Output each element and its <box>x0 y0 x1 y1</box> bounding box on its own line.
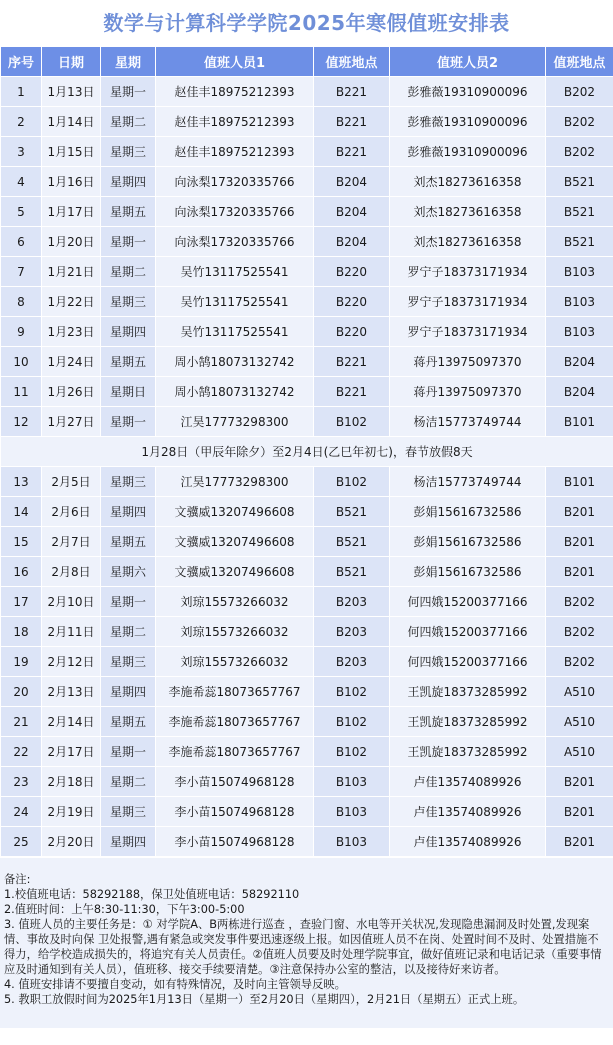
row-date: 2月19日 <box>42 797 101 827</box>
row-staff-2: 王凯旋18373285992 <box>390 677 546 707</box>
row-location-2: B204 <box>546 347 613 377</box>
table-row <box>1 767 613 797</box>
row-location-1: B102 <box>314 707 390 737</box>
row-staff-1: 周小鹄18073132742 <box>156 377 314 407</box>
table-row <box>1 647 613 677</box>
row-staff-1: 刘琼15573266032 <box>156 647 314 677</box>
header-index: 序号 <box>1 47 42 77</box>
row-location-1: B221 <box>314 137 390 167</box>
row-location-1: B221 <box>314 107 390 137</box>
row-index: 18 <box>1 617 42 647</box>
table-row <box>1 707 613 737</box>
table-row <box>1 557 613 587</box>
table-row <box>1 317 613 347</box>
row-location-2: B101 <box>546 467 613 497</box>
row-date: 2月8日 <box>42 557 101 587</box>
row-location-1: B102 <box>314 467 390 497</box>
row-index: 20 <box>1 677 42 707</box>
row-weekday: 星期日 <box>101 377 156 407</box>
row-staff-1: 文骥威13207496608 <box>156 497 314 527</box>
row-staff-1: 李施希蕊18073657767 <box>156 677 314 707</box>
row-location-1: B221 <box>314 347 390 377</box>
row-location-2: B201 <box>546 557 613 587</box>
row-staff-2: 刘杰18273616358 <box>390 227 546 257</box>
row-staff-1: 吴竹13117525541 <box>156 317 314 347</box>
table-body <box>1 77 613 857</box>
table-row <box>1 167 613 197</box>
row-staff-1: 李施希蕊18073657767 <box>156 737 314 767</box>
row-index: 5 <box>1 197 42 227</box>
row-location-2: B201 <box>546 497 613 527</box>
row-staff-1: 李小苗15074968128 <box>156 827 314 857</box>
row-date: 2月11日 <box>42 617 101 647</box>
row-staff-2: 卢佳13574089926 <box>390 827 546 857</box>
holiday-note: 1月28日（甲辰年除夕）至2月4日(乙巳年初七)，春节放假8天 <box>1 437 613 467</box>
table-row <box>1 527 613 557</box>
holiday-note-row <box>1 437 613 467</box>
row-location-2: B103 <box>546 287 613 317</box>
row-staff-2: 罗宁子18373171934 <box>390 317 546 347</box>
row-index: 16 <box>1 557 42 587</box>
row-index: 23 <box>1 767 42 797</box>
row-location-1: B220 <box>314 287 390 317</box>
row-staff-1: 向泳梨17320335766 <box>156 197 314 227</box>
row-location-2: B204 <box>546 377 613 407</box>
note-item: 4. 值班安排请不要擅自变动，如有特殊情况，及时向主管领导反映。 <box>4 978 346 991</box>
row-weekday: 星期二 <box>101 617 156 647</box>
note-item: 2.值班时间：上午8:30-11:30，下午3:00-5:00 <box>4 903 245 916</box>
table-row <box>1 407 613 437</box>
row-weekday: 星期三 <box>101 467 156 497</box>
duty-schedule-table <box>0 46 613 857</box>
row-weekday: 星期三 <box>101 647 156 677</box>
row-location-2: B202 <box>546 647 613 677</box>
row-location-2: B202 <box>546 617 613 647</box>
row-date: 2月14日 <box>42 707 101 737</box>
row-staff-1: 赵佳丰18975212393 <box>156 137 314 167</box>
row-location-1: B103 <box>314 827 390 857</box>
row-weekday: 星期四 <box>101 677 156 707</box>
header-location-2: 值班地点 <box>546 47 613 77</box>
row-staff-2: 蒋丹13975097370 <box>390 347 546 377</box>
row-index: 8 <box>1 287 42 317</box>
header-staff-2: 值班人员2 <box>390 47 546 77</box>
row-index: 7 <box>1 257 42 287</box>
row-date: 2月7日 <box>42 527 101 557</box>
table-row <box>1 257 613 287</box>
row-date: 2月20日 <box>42 827 101 857</box>
row-weekday: 星期三 <box>101 287 156 317</box>
note-item: 5. 教职工放假时间为2025年1月13日（星期一）至2月20日（星期四），2月21日（星期五）正式上班。 <box>4 993 525 1006</box>
row-weekday: 星期二 <box>101 257 156 287</box>
row-date: 1月14日 <box>42 107 101 137</box>
row-location-1: B521 <box>314 497 390 527</box>
row-staff-2: 彭雅薇19310900096 <box>390 107 546 137</box>
row-location-2: B202 <box>546 137 613 167</box>
row-staff-1: 刘琼15573266032 <box>156 587 314 617</box>
row-weekday: 星期五 <box>101 197 156 227</box>
row-location-1: B204 <box>314 167 390 197</box>
row-weekday: 星期一 <box>101 587 156 617</box>
page-title: 数学与计算科学学院2025年寒假值班安排表 <box>103 11 510 35</box>
row-location-1: B521 <box>314 527 390 557</box>
table-row <box>1 227 613 257</box>
row-staff-2: 彭娟15616732586 <box>390 557 546 587</box>
row-staff-2: 罗宁子18373171934 <box>390 257 546 287</box>
row-staff-2: 蒋丹13975097370 <box>390 377 546 407</box>
row-location-1: B103 <box>314 767 390 797</box>
row-staff-1: 向泳梨17320335766 <box>156 167 314 197</box>
row-weekday: 星期三 <box>101 137 156 167</box>
row-date: 2月12日 <box>42 647 101 677</box>
row-date: 1月15日 <box>42 137 101 167</box>
row-weekday: 星期三 <box>101 797 156 827</box>
row-location-2: B202 <box>546 107 613 137</box>
row-location-1: B102 <box>314 677 390 707</box>
row-index: 21 <box>1 707 42 737</box>
row-date: 2月6日 <box>42 497 101 527</box>
row-location-1: B102 <box>314 737 390 767</box>
row-staff-2: 彭娟15616732586 <box>390 527 546 557</box>
row-location-2: B202 <box>546 77 613 107</box>
row-location-2: B103 <box>546 317 613 347</box>
row-staff-2: 彭雅薇19310900096 <box>390 137 546 167</box>
table-row <box>1 617 613 647</box>
row-index: 10 <box>1 347 42 377</box>
row-staff-2: 杨洁15773749744 <box>390 407 546 437</box>
row-location-1: B203 <box>314 617 390 647</box>
row-location-2: B201 <box>546 527 613 557</box>
table-row <box>1 677 613 707</box>
row-staff-2: 卢佳13574089926 <box>390 797 546 827</box>
row-location-1: B204 <box>314 197 390 227</box>
row-index: 9 <box>1 317 42 347</box>
row-location-2: B201 <box>546 767 613 797</box>
table-row <box>1 347 613 377</box>
row-location-2: A510 <box>546 737 613 767</box>
row-staff-1: 李施希蕊18073657767 <box>156 707 314 737</box>
row-location-1: B103 <box>314 797 390 827</box>
row-index: 6 <box>1 227 42 257</box>
header-staff-1: 值班人员1 <box>156 47 314 77</box>
note-item: 3. 值班人员的主要任务是：① 对学院A、B两栋进行巡查 ，查验门窗、水电等开关状况,发现隐患漏洞及时处置,发现案情、事故及时向保 卫处报警,遇有紧急或突发事件要迅速逐级上报。如因值班人员不在岗、处置时间不及时、处置措施不得力，给学校造成损失的，将追究有关人员责任。②值班人员要及时处理学院事宜，做好值班记录和电话记录（重要事情应及时通知到有关人员），值班移、接交手续要清楚。③注意保持办公室的整洁，以及接待好来访者。 <box>4 918 602 976</box>
table-row <box>1 827 613 857</box>
notes-heading: 备注: <box>4 873 31 886</box>
row-date: 2月5日 <box>42 467 101 497</box>
row-index: 12 <box>1 407 42 437</box>
row-weekday: 星期四 <box>101 827 156 857</box>
row-location-1: B221 <box>314 77 390 107</box>
row-index: 11 <box>1 377 42 407</box>
table-header-row <box>1 47 613 77</box>
table-row <box>1 197 613 227</box>
row-staff-2: 刘杰18273616358 <box>390 197 546 227</box>
table-row <box>1 107 613 137</box>
row-index: 1 <box>1 77 42 107</box>
row-index: 4 <box>1 167 42 197</box>
row-staff-2: 彭雅薇19310900096 <box>390 77 546 107</box>
row-staff-1: 李小苗15074968128 <box>156 797 314 827</box>
row-index: 15 <box>1 527 42 557</box>
row-weekday: 星期一 <box>101 407 156 437</box>
row-staff-1: 周小鹄18073132742 <box>156 347 314 377</box>
row-staff-1: 李小苗15074968128 <box>156 767 314 797</box>
row-date: 1月13日 <box>42 77 101 107</box>
row-weekday: 星期四 <box>101 497 156 527</box>
row-date: 2月17日 <box>42 737 101 767</box>
row-weekday: 星期五 <box>101 347 156 377</box>
header-location-1: 值班地点 <box>314 47 390 77</box>
row-index: 13 <box>1 467 42 497</box>
table-row <box>1 587 613 617</box>
table-row <box>1 77 613 107</box>
row-date: 1月24日 <box>42 347 101 377</box>
row-location-1: B220 <box>314 317 390 347</box>
row-location-1: B220 <box>314 257 390 287</box>
row-staff-1: 吴竹13117525541 <box>156 287 314 317</box>
row-staff-2: 彭娟15616732586 <box>390 497 546 527</box>
row-date: 1月21日 <box>42 257 101 287</box>
row-date: 2月18日 <box>42 767 101 797</box>
row-staff-2: 刘杰18273616358 <box>390 167 546 197</box>
row-staff-2: 何四娥15200377166 <box>390 587 546 617</box>
header-date: 日期 <box>42 47 101 77</box>
row-index: 25 <box>1 827 42 857</box>
row-date: 2月13日 <box>42 677 101 707</box>
row-staff-1: 赵佳丰18975212393 <box>156 77 314 107</box>
row-location-1: B204 <box>314 227 390 257</box>
table-row <box>1 497 613 527</box>
row-weekday: 星期六 <box>101 557 156 587</box>
row-date: 1月22日 <box>42 287 101 317</box>
row-location-1: B521 <box>314 557 390 587</box>
row-staff-2: 罗宁子18373171934 <box>390 287 546 317</box>
table-row <box>1 377 613 407</box>
row-weekday: 星期二 <box>101 107 156 137</box>
row-staff-2: 王凯旋18373285992 <box>390 737 546 767</box>
row-weekday: 星期四 <box>101 167 156 197</box>
row-index: 14 <box>1 497 42 527</box>
row-weekday: 星期一 <box>101 77 156 107</box>
row-index: 19 <box>1 647 42 677</box>
row-date: 1月20日 <box>42 227 101 257</box>
row-staff-1: 向泳梨17320335766 <box>156 227 314 257</box>
row-staff-1: 文骥威13207496608 <box>156 527 314 557</box>
row-location-1: B102 <box>314 407 390 437</box>
header-weekday: 星期 <box>101 47 156 77</box>
row-date: 1月27日 <box>42 407 101 437</box>
row-weekday: 星期二 <box>101 767 156 797</box>
row-location-2: B103 <box>546 257 613 287</box>
row-location-2: B521 <box>546 167 613 197</box>
row-location-2: B202 <box>546 587 613 617</box>
row-location-2: A510 <box>546 707 613 737</box>
row-index: 3 <box>1 137 42 167</box>
notes-section <box>0 858 613 1028</box>
row-location-2: B201 <box>546 797 613 827</box>
row-staff-1: 江昊17773298300 <box>156 407 314 437</box>
row-location-2: B101 <box>546 407 613 437</box>
row-index: 22 <box>1 737 42 767</box>
row-staff-2: 杨洁15773749744 <box>390 467 546 497</box>
row-index: 24 <box>1 797 42 827</box>
row-location-2: B201 <box>546 827 613 857</box>
table-row <box>1 287 613 317</box>
row-location-2: B521 <box>546 197 613 227</box>
row-staff-2: 卢佳13574089926 <box>390 767 546 797</box>
row-weekday: 星期四 <box>101 317 156 347</box>
table-row <box>1 137 613 167</box>
row-staff-1: 赵佳丰18975212393 <box>156 107 314 137</box>
row-location-1: B203 <box>314 587 390 617</box>
row-date: 1月16日 <box>42 167 101 197</box>
row-date: 1月26日 <box>42 377 101 407</box>
row-date: 1月17日 <box>42 197 101 227</box>
row-index: 17 <box>1 587 42 617</box>
row-location-1: B203 <box>314 647 390 677</box>
table-row <box>1 467 613 497</box>
row-weekday: 星期五 <box>101 527 156 557</box>
row-staff-2: 王凯旋18373285992 <box>390 707 546 737</box>
row-weekday: 星期五 <box>101 707 156 737</box>
row-staff-1: 文骥威13207496608 <box>156 557 314 587</box>
row-staff-1: 吴竹13117525541 <box>156 257 314 287</box>
row-staff-1: 刘琼15573266032 <box>156 617 314 647</box>
row-weekday: 星期一 <box>101 227 156 257</box>
note-item: 1.校值班电话：58292188，保卫处值班电话：58292110 <box>4 888 300 901</box>
row-weekday: 星期一 <box>101 737 156 767</box>
row-date: 1月23日 <box>42 317 101 347</box>
row-staff-2: 何四娥15200377166 <box>390 617 546 647</box>
row-location-2: A510 <box>546 677 613 707</box>
row-date: 2月10日 <box>42 587 101 617</box>
row-location-1: B221 <box>314 377 390 407</box>
row-location-2: B521 <box>546 227 613 257</box>
row-staff-1: 江昊17773298300 <box>156 467 314 497</box>
row-index: 2 <box>1 107 42 137</box>
table-row <box>1 737 613 767</box>
table-row <box>1 797 613 827</box>
row-staff-2: 何四娥15200377166 <box>390 647 546 677</box>
